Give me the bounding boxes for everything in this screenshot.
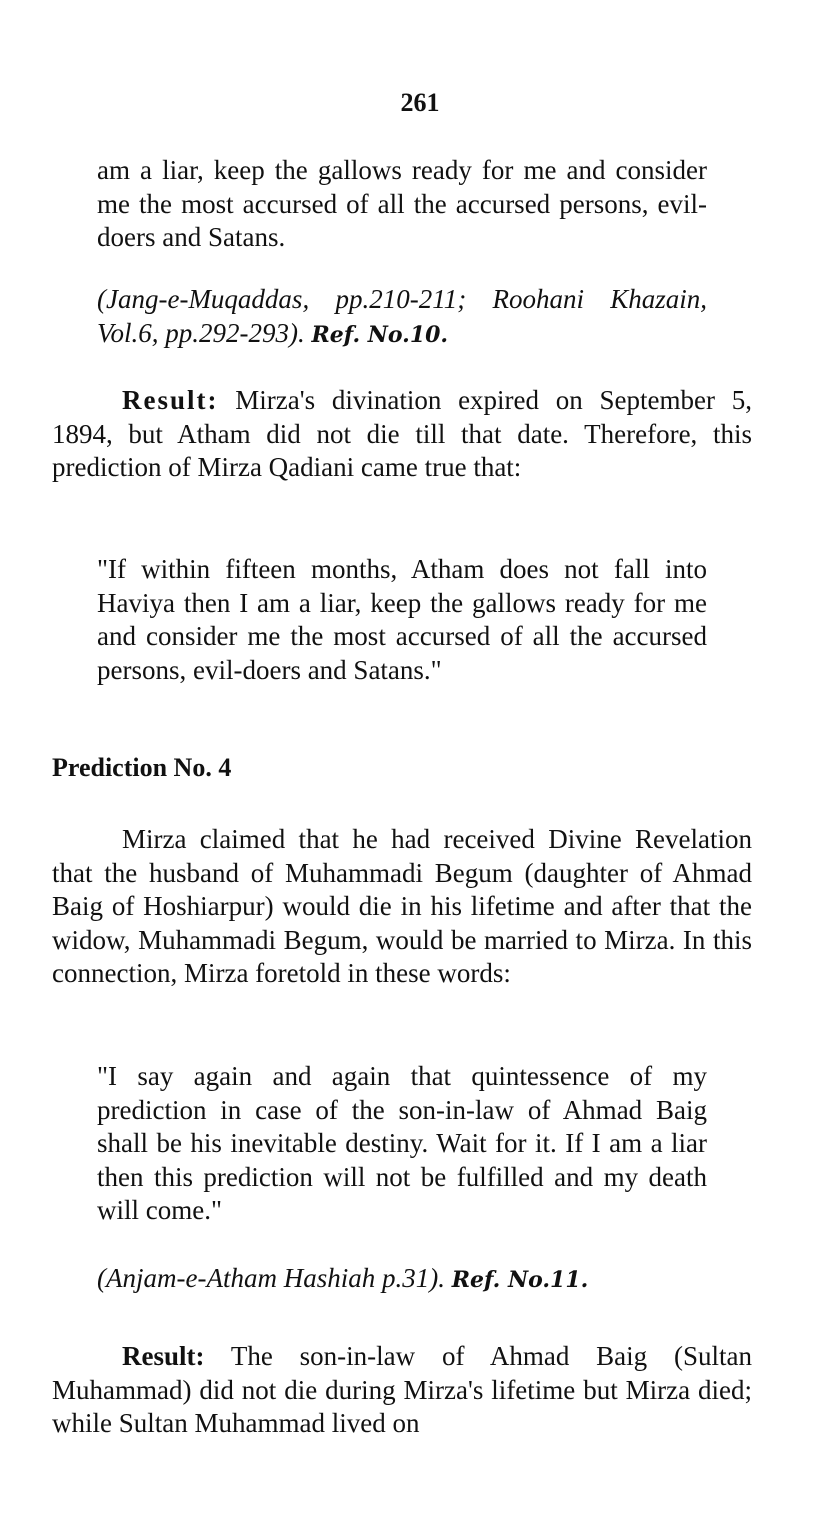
reference-number: Ref. No.10. <box>311 321 449 348</box>
quote-text: "I say again and again that quintessence of my prediction in case of the son-in-law of Ahmad Baig shall be his inevitable destiny. Wait for it. If I am a liar then this prediction will not be fulfilled and my death will come." <box>97 1061 707 1225</box>
result-label: Result: <box>122 1341 205 1371</box>
result-text <box>52 1340 752 1441</box>
result-body: The son-in-law of Ahmad Baig (Sultan Muhammad) did not die during Mirza's lifetime but Mirza died; while Sultan Muhammad lived on <box>52 1341 752 1438</box>
result-paragraph-2 <box>52 1340 752 1441</box>
citation-text <box>97 1262 707 1298</box>
page-number: 261 <box>400 88 440 117</box>
reference-citation-2 <box>97 1262 707 1298</box>
result-text <box>52 384 752 485</box>
reference-number: Ref. No.11. <box>451 1267 589 1293</box>
quote-text: "If within fifteen months, Atham does not fall into Haviya then I am a liar, keep the gallows ready for me and consider me the most accursed of all the accursed persons, evil-doers and Satans." <box>97 554 707 685</box>
citation-source: (Anjam-e-Atham Hashiah p.31). <box>97 1263 445 1293</box>
block-quote-1 <box>97 553 707 687</box>
reference-citation-1 <box>97 283 707 352</box>
body-paragraph-2 <box>52 823 752 991</box>
continued-quote-paragraph <box>97 154 707 255</box>
result-paragraph-1 <box>52 384 752 485</box>
citation-source: (Jang-e-Muqaddas, pp.210-211; Roohani Khazain, Vol.6, pp.292-293). <box>97 284 707 348</box>
citation-text <box>97 283 707 352</box>
block-quote-2 <box>97 1060 707 1228</box>
section-heading: Prediction No. 4 <box>52 753 232 782</box>
paragraph-text: am a liar, keep the gallows ready for me and consider me the most accursed of all the accursed persons, evil-doers and Satans. <box>97 155 707 252</box>
result-body: Mirza's divination expired on September 5, 1894, but Atham did not die till that date. Therefore, this prediction of Mirza Qadiani came true that: <box>52 385 752 482</box>
result-label: Result: <box>122 385 219 415</box>
paragraph-text: Mirza claimed that he had received Divine Revelation that the husband of Muhammadi Begum (daughter of Ahmad Baig of Hoshiarpur) would die in his lifetime and after that the widow, Muhammadi Begum, would be married to Mirza. In this connection, Mirza foretold in these words: <box>52 824 752 988</box>
